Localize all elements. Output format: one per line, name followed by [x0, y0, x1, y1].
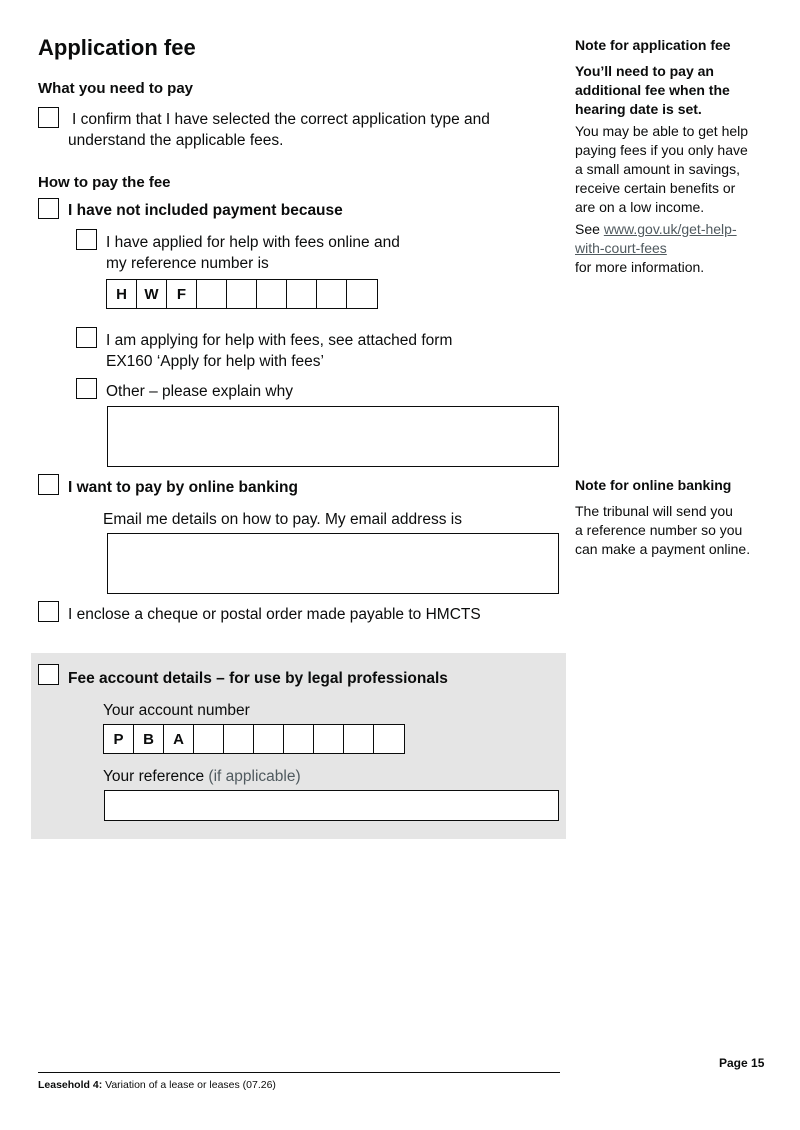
reference-hint: (if applicable): [208, 768, 301, 785]
fee-note-body-line: receive certain benefits or: [575, 180, 736, 196]
other-reason-label: Other – please explain why: [106, 383, 293, 400]
hwf-cell[interactable]: [227, 280, 257, 308]
pba-cell[interactable]: [224, 725, 254, 753]
fee-note-body: [575, 122, 748, 217]
footer-form-info: [38, 1079, 276, 1091]
banking-note-heading: Note for online banking: [575, 477, 732, 493]
applied-online-label-line1: I have applied for help with fees online and: [106, 234, 400, 251]
fee-account-heading: Fee account details – for use by legal professionals: [68, 670, 448, 687]
hwf-cell: F: [167, 280, 197, 308]
online-banking-checkbox[interactable]: [38, 474, 59, 495]
pba-cell[interactable]: [314, 725, 344, 753]
email-prompt-label: Email me details on how to pay. My email address is: [103, 511, 462, 528]
page-title: Application fee: [38, 35, 196, 60]
fee-note-bold-line: hearing date is set.: [575, 101, 702, 117]
reference-label-text: Your reference: [103, 768, 205, 785]
pba-cell: A: [164, 725, 194, 753]
pba-cell[interactable]: [374, 725, 404, 753]
pba-cell: P: [104, 725, 134, 753]
fee-note-bold-line: You’ll need to pay an: [575, 63, 714, 79]
applying-hwf-label-line2: EX160 ‘Apply for help with fees’: [106, 353, 324, 370]
banking-note-line: The tribunal will send you: [575, 503, 733, 519]
applying-hwf-label-line1: I am applying for help with fees, see attached form: [106, 332, 453, 349]
fee-note-body-line: You may be able to get help: [575, 123, 749, 139]
hwf-cell[interactable]: [197, 280, 227, 308]
footer-rule: [38, 1072, 560, 1073]
online-banking-label: I want to pay by online banking: [68, 479, 298, 496]
applied-online-label-line2: my reference number is: [106, 255, 269, 272]
fee-note-body-line: are on a low income.: [575, 199, 705, 215]
hwf-cell: W: [137, 280, 167, 308]
fee-note-bold: [575, 62, 730, 119]
confirm-fees-checkbox[interactable]: [38, 107, 59, 128]
banking-note-line: a reference number so you: [575, 522, 743, 538]
confirm-fees-label-line1: I confirm that I have selected the correct application type and: [72, 111, 490, 128]
footer-form-desc: Variation of a lease or leases (07.26): [105, 1079, 276, 1091]
cheque-checkbox[interactable]: [38, 601, 59, 622]
hwf-cell: H: [107, 280, 137, 308]
see-text: See: [575, 221, 600, 237]
other-reason-checkbox[interactable]: [76, 378, 97, 399]
email-address-field[interactable]: [107, 533, 559, 594]
fee-note-body-line: paying fees if you only have: [575, 142, 748, 158]
cheque-label: I enclose a cheque or postal order made payable to HMCTS: [68, 606, 481, 623]
what-to-pay-heading: What you need to pay: [38, 80, 194, 97]
confirm-fees-label-line2: understand the applicable fees.: [68, 132, 284, 149]
help-with-fees-link[interactable]: www.gov.uk/get-help-: [603, 221, 737, 237]
hwf-cell[interactable]: [317, 280, 347, 308]
applying-hwf-checkbox[interactable]: [76, 327, 97, 348]
pba-cell[interactable]: [254, 725, 284, 753]
fee-note-heading: Note for application fee: [575, 37, 731, 53]
fee-help-link-block: [575, 220, 737, 277]
fee-note-body-line: a small amount in savings,: [575, 161, 740, 177]
applied-online-checkbox[interactable]: [76, 229, 97, 250]
pba-cell[interactable]: [194, 725, 224, 753]
how-to-pay-heading: How to pay the fee: [38, 174, 171, 191]
hwf-cell[interactable]: [347, 280, 377, 308]
not-included-payment-label: I have not included payment because: [68, 202, 343, 219]
pba-cell: B: [134, 725, 164, 753]
account-number-label: Your account number: [103, 702, 250, 719]
fee-account-checkbox[interactable]: [38, 664, 59, 685]
fee-note-bold-line: additional fee when the: [575, 82, 730, 98]
page-number: Page 15: [719, 1056, 765, 1070]
pba-account-input[interactable]: [103, 724, 405, 754]
other-reason-textarea[interactable]: [107, 406, 559, 467]
footer-form-name: Leasehold 4:: [38, 1079, 103, 1091]
hwf-cell[interactable]: [287, 280, 317, 308]
hwf-reference-input[interactable]: [106, 279, 378, 309]
help-with-fees-link-cont[interactable]: with-court-fees: [575, 240, 667, 256]
not-included-payment-checkbox[interactable]: [38, 198, 59, 219]
more-info-text: for more information.: [575, 259, 705, 275]
hwf-cell[interactable]: [257, 280, 287, 308]
reference-label: [103, 766, 301, 787]
reference-field[interactable]: [104, 790, 559, 821]
pba-cell[interactable]: [344, 725, 374, 753]
pba-cell[interactable]: [284, 725, 314, 753]
banking-note-body: [575, 502, 750, 559]
banking-note-line: can make a payment online.: [575, 541, 751, 557]
